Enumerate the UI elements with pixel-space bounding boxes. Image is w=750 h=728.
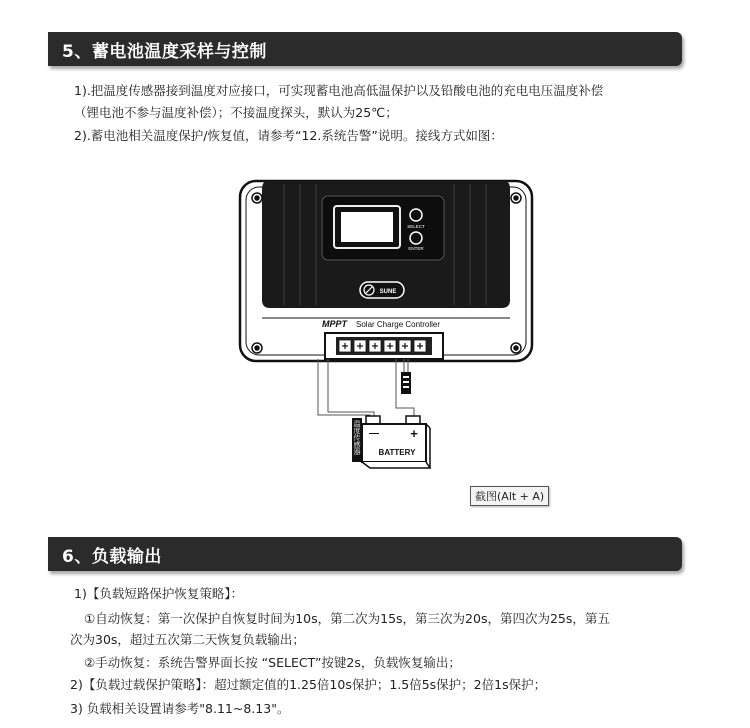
- section-6-line-2: ①自动恢复：第一次保护自恢复时间为10s，第二次为15s，第三次为20s，第四次为25s，第五: [84, 611, 610, 626]
- product-label: Solar Charge Controller: [356, 320, 441, 329]
- logo-text: SUNE: [379, 289, 397, 295]
- section-5-line-2: （锂电池不参与温度补偿）；不接温度探头，默认为25℃；: [74, 105, 398, 120]
- battery-plus-sign: +: [410, 426, 418, 441]
- section-6-header: [48, 537, 682, 571]
- select-button[interactable]: [410, 209, 422, 221]
- sensor-label-strip: [352, 418, 362, 462]
- section-6-line-1: 1)【负载短路保护恢复策略】：: [74, 586, 244, 601]
- section-6-line-4: ②手动恢复：系统告警界面长按 “SELECT”按键2s，负载恢复输出；: [84, 655, 461, 670]
- select-button-label: SELECT: [407, 224, 425, 229]
- section-6-line-6: 3) 负载相关设置请参考"8.11~8.13"。: [70, 701, 290, 716]
- temperature-sensor: [401, 372, 411, 394]
- wiring-diagram: [0, 170, 750, 470]
- section-5-header: [48, 32, 682, 66]
- section-6-title: 6、负载输出: [62, 547, 162, 567]
- section-5-line-1: 1).把温度传感器接到温度对应接口，可实现蓄电池高低温保护以及铅酸电池的充电电压温度补偿: [74, 83, 604, 98]
- section-6-line-5: 2)【负载过载保护策略】：超过额定值的1.25倍10s保护；1.5倍5s保护；2倍1s保护；: [70, 677, 547, 692]
- terminal-block: [325, 333, 443, 359]
- lcd-screen: [341, 212, 393, 242]
- sensor-label: 温度传感器: [353, 420, 361, 455]
- mppt-label: MPPT: [322, 319, 348, 329]
- enter-button[interactable]: [410, 232, 422, 244]
- section-6-line-3: 次为30s，超过五次第二天恢复负载输出；: [70, 632, 305, 647]
- battery-label: BATTERY: [378, 448, 416, 457]
- section-5-line-3: 2).蓄电池相关温度保护/恢复值，请参考“12.系统告警”说明。接线方式如图：: [74, 128, 503, 143]
- section-5-title: 5、蓄电池温度采样与控制: [62, 42, 267, 62]
- battery-minus-sign: —: [369, 428, 379, 439]
- enter-button-label: ENTER: [408, 246, 424, 251]
- battery-icon: [362, 416, 430, 468]
- brand-logo: [360, 282, 404, 298]
- screenshot-tooltip: 截图(Alt + A): [470, 486, 549, 506]
- wires: [318, 359, 414, 424]
